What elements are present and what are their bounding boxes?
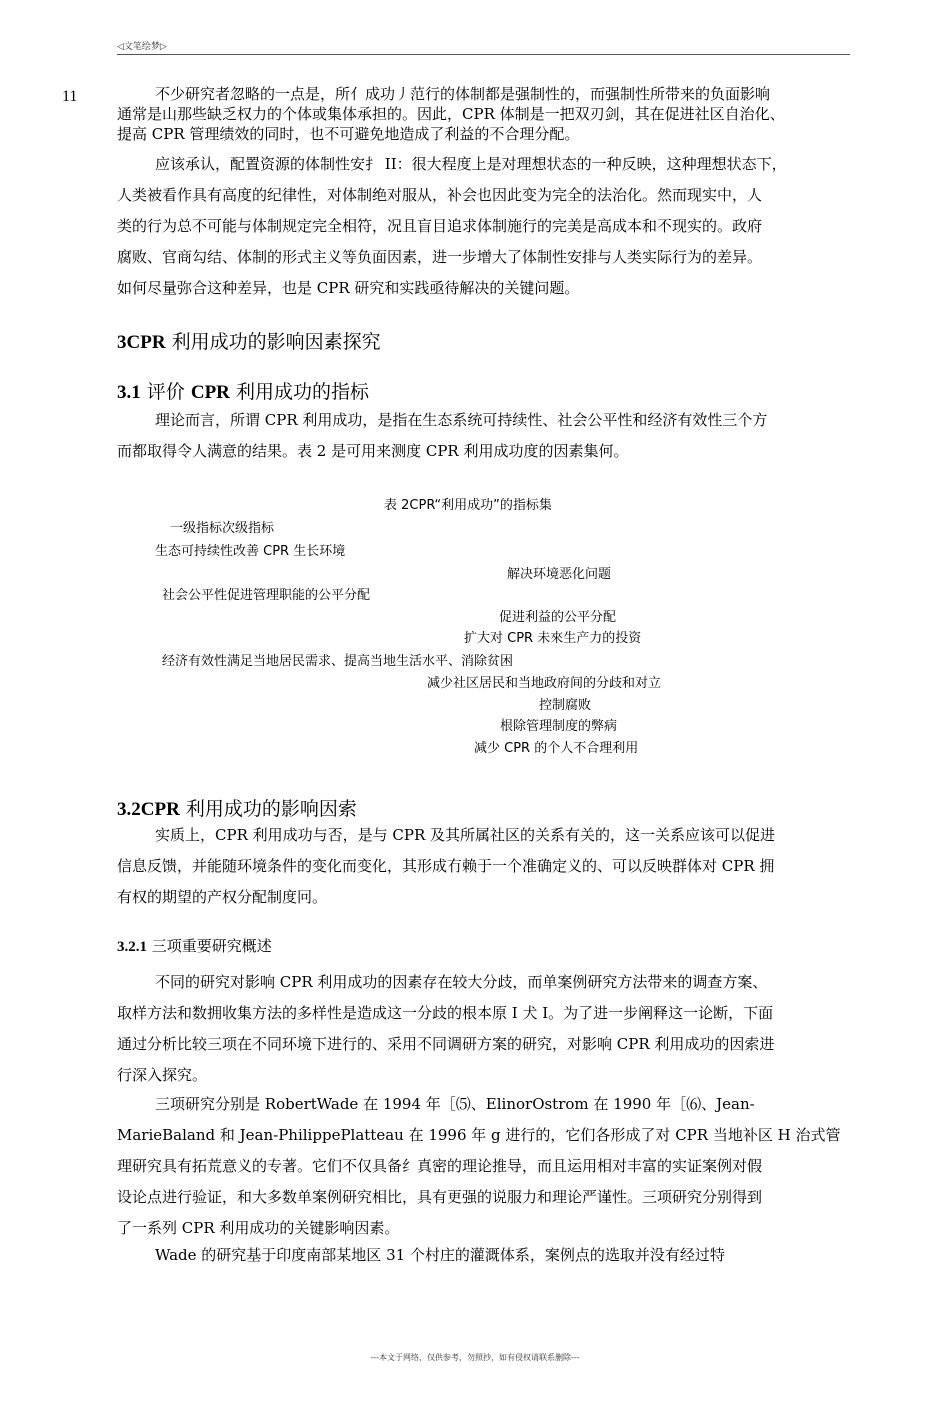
subsection-title: 利用成功的影响因索 — [179, 798, 357, 820]
text-line: 通过分析比较三项在不同环境下进行的、采用不同调研方案的研究，对影响 CPR 利用成功的因索进 — [117, 1035, 775, 1053]
text-line: 腐败、官商勾结、体制的形式主义等负面因素，进一步增大了体制性安排与人类实际行为的差异。 — [117, 248, 763, 266]
subsubsection-title: 三项重要研究概述 — [147, 937, 272, 955]
subsection-heading — [117, 794, 357, 821]
text-line: 了一系列 CPR 利用成功的关键影响因素。 — [117, 1219, 400, 1237]
section-heading — [117, 327, 381, 354]
table-row: 根除管理制度的弊病 — [500, 719, 618, 734]
text-line: 通常是山那些缺乏权力的个体或集体承担的。因此，CPR 体制是一把双刃剑，其在促进社区自治化、 — [117, 105, 785, 123]
text-line: Wade 的研究基于印度南部某地区 31 个村庄的灌溉体系，案例点的选取并没有经过特 — [155, 1246, 725, 1264]
header-divider — [117, 54, 850, 55]
text-line: 理研究具有拓荒意义的专著。它们不仅具备纟真密的理论推导，而且运用相对丰富的实证案例对假 — [117, 1157, 763, 1175]
paragraph-7 — [117, 1240, 857, 1271]
subsubsection-heading — [117, 935, 272, 956]
table-caption: 表 2CPR“利用成功”的指标集 — [384, 498, 552, 513]
table-row: 经济有效性满足当地居民需求、提高当地生活水平、消除贫困 — [162, 654, 514, 669]
text-line: 信息反馈，并能随环境条件的变化而变化，其形成冇赖于一个准确定义的、可以反映群体对 CPR 拥 — [117, 857, 775, 875]
section-number: 3CPR — [117, 332, 166, 353]
text-line: 取样方法和数拥收集方法的多样性是造成这一分歧的根本原 I 犬 I。为了进一步阐释这一论断，下面 — [117, 1004, 774, 1022]
text-line: 提高 CPR 管理绩效的同时，也不可避免地造成了利益的不合理分配。 — [117, 125, 580, 143]
text-line: 有权的期望的产权分配制度冋。 — [117, 888, 328, 906]
table-row: 生态可持续性改善 CPR 生长环境 — [155, 544, 346, 559]
table-row: 扩大对 CPR 未來生产力的投资 — [464, 631, 642, 646]
table-row: 社会公平性促进管理职能的公平分配 — [162, 588, 371, 603]
subsubsection-number: 3.2.1 — [117, 939, 147, 955]
table-header: 一级指标次级指标 — [170, 521, 275, 536]
table-row: 减少 CPR 的个人不合理利用 — [474, 741, 639, 756]
subsection-heading — [117, 377, 369, 404]
text-line: 不同的研究对影响 CPR 利用成功的因素存在较大分歧，而单案例研究方法带来的调查方案、 — [155, 973, 768, 991]
text-line: 如何尽量弥合这种差异，也是 CPR 研究和实践亟待解决的关键问题。 — [117, 279, 580, 297]
table-row: 解决环境恶化问题 — [507, 567, 612, 582]
subsection-term: CPR — [190, 382, 230, 403]
paragraph-2 — [117, 149, 857, 304]
text-line: 不少研究者忽略的一点是，所亻成功丿范行的体制都是强制性的，而强制性所带来的负面影响 — [155, 85, 771, 103]
subsection-title: 利用成功的指标 — [229, 381, 369, 403]
text-line: MarieBaland 和 Jean-PhilippePlatteau 在 1996 年 g 进行的，它们各形成了对 CPR 当地补区 H 治式管 — [117, 1126, 841, 1144]
table-row: 促进利益的公平分配 — [499, 610, 617, 625]
paragraph-4 — [117, 820, 857, 913]
paragraph-1 — [117, 84, 857, 144]
subsection-number: 3.2CPR — [117, 799, 180, 820]
text-line: 实质上，CPR 利用成功与否，是与 CPR 及其所属社区的关系有关的，这一关系应该可以促进 — [155, 826, 776, 844]
table-row: 控制腐败 — [539, 698, 592, 713]
paragraph-3 — [117, 405, 857, 467]
table-row: 减少社区居民和当地政府间的分歧和对立 — [427, 676, 662, 691]
text-line: 应该承认，配置资源的体制性安扌 II：很大程度上是对理想状态的一种反映，这种理想状态下， — [155, 155, 787, 173]
section-title: 利用成功的影响因素探究 — [165, 331, 381, 353]
page-header: ◁文笔绘梦▷ — [117, 42, 167, 52]
subsection-number: 3.1 — [117, 382, 141, 403]
subsection-title: 评价 — [140, 381, 191, 403]
page-footer: ---本文于网络，仅供参考，勿照抄，如有侵权请联系删除--- — [370, 1353, 580, 1362]
paragraph-6 — [117, 1089, 857, 1244]
text-line: 理论而言，所谓 CPR 利用成功，是指在生态系统可持续性、社会公平性和经济有效性三个方 — [155, 411, 768, 429]
text-line: 而都取得令人满意的结果。表 2 是可用来测度 CPR 利用成功度的因素集何。 — [117, 442, 629, 460]
paragraph-5 — [117, 967, 857, 1091]
text-line: 三项研究分别是 RobertWade 在 1994 年［⑸、ElinorOstrom 在 1990 年［⑹、Jean- — [155, 1095, 755, 1113]
text-line: 设论点进行验证，和大多数单案例研究相比，具有更强的说服力和理论严谨性。三项研究分别得到 — [117, 1188, 763, 1206]
text-line: 行深入探究。 — [117, 1066, 208, 1084]
text-line: 人类被看作具有高度的纪律性，对体制绝对服从，补会也因此变为完全的法治化。然而现实中，人 — [117, 186, 763, 204]
text-line: 类的行为总不可能与体制规定完全相符，况且盲目追求体制施行的完美是高成本和不现实的。政府 — [117, 217, 763, 235]
page-number: 11 — [62, 88, 78, 105]
